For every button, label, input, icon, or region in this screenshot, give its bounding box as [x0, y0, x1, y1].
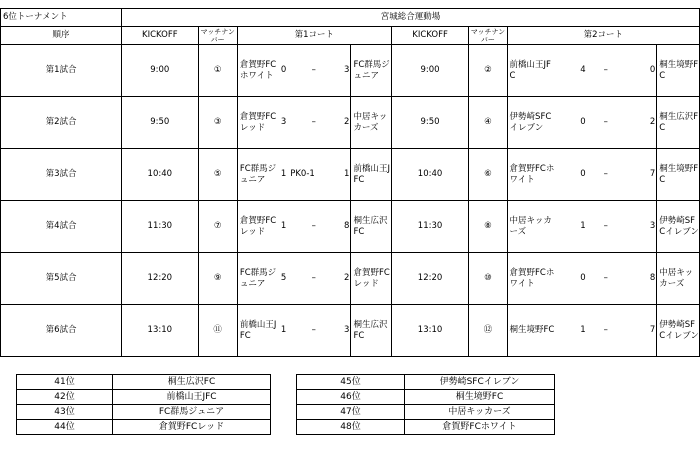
match-row: [1, 149, 700, 201]
match-row: [1, 305, 700, 357]
ranking-row: [297, 405, 555, 420]
rank-label: 41位: [17, 375, 113, 390]
home-score: 1: [555, 305, 587, 357]
match-no-header-2: マッチナンバー: [470, 27, 506, 44]
match-number: ⑫: [469, 305, 507, 357]
match-label: 第2試合: [1, 97, 122, 149]
rank-label: 44位: [17, 420, 113, 435]
rank-team: 倉賀野FCホワイト: [405, 420, 555, 435]
match-number: ⑩: [469, 253, 507, 305]
home-score: 1: [277, 149, 288, 201]
rank-label: 42位: [17, 390, 113, 405]
kickoff-time: 11:30: [391, 201, 469, 253]
home-team: 前橋山王JFC: [507, 45, 555, 97]
court2-header: 第2コート: [507, 27, 699, 45]
rank-team: 桐生境野FC: [405, 390, 555, 405]
kickoff-header-1: KICKOFF: [122, 27, 198, 45]
kickoff-time: 9:50: [122, 97, 198, 149]
rank-label: 45位: [297, 375, 405, 390]
away-score: 3: [340, 305, 351, 357]
away-team: 桐生広沢FC: [351, 201, 391, 253]
match-row: [1, 97, 700, 149]
kickoff-time: 9:50: [391, 97, 469, 149]
rank-team: 伊勢崎SFCイレブン: [405, 375, 555, 390]
kickoff-time: 10:40: [391, 149, 469, 201]
match-number: ⑧: [469, 201, 507, 253]
home-team: FC群馬ジュニア: [237, 149, 276, 201]
home-team: 前橋山王JFC: [237, 305, 276, 357]
ranking-row: [297, 390, 555, 405]
home-team: 中居キッカーズ: [507, 201, 555, 253]
match-number: ⑪: [198, 305, 237, 357]
away-score: 7: [625, 305, 657, 357]
match-number: ⑤: [198, 149, 237, 201]
match-number: ②: [469, 45, 507, 97]
match-number: ③: [198, 97, 237, 149]
match-no-header-1: マッチナンバー: [198, 27, 237, 45]
score-separator: –: [587, 201, 625, 253]
match-number: ⑥: [469, 149, 507, 201]
rank-team: 前橋山王JFC: [113, 390, 271, 405]
rank-label: 43位: [17, 405, 113, 420]
kickoff-time: 11:30: [122, 201, 198, 253]
kickoff-time: 9:00: [391, 45, 469, 97]
kickoff-time: 13:10: [122, 305, 198, 357]
court1-header: 第1コート: [237, 27, 391, 45]
home-team: 倉賀野FCレッド: [237, 201, 276, 253]
home-team: FC群馬ジュニア: [237, 253, 276, 305]
home-score: 0: [555, 253, 587, 305]
match-number: ①: [198, 45, 237, 97]
score-separator: –: [587, 45, 625, 97]
away-team: 桐生広沢FC: [657, 97, 700, 149]
kickoff-time: 12:20: [391, 253, 469, 305]
away-team: 桐生広沢FC: [351, 305, 391, 357]
rank-label: 47位: [297, 405, 405, 420]
away-team: 中居キッカーズ: [657, 253, 700, 305]
score-separator: –: [287, 45, 340, 97]
match-number: ④: [469, 97, 507, 149]
away-team: 伊勢崎SFCイレブン: [657, 201, 700, 253]
away-score: 7: [625, 149, 657, 201]
rank-team: 桐生広沢FC: [113, 375, 271, 390]
title-row: [1, 9, 700, 27]
away-team: 倉賀野FCレッド: [351, 253, 391, 305]
score-separator: –: [587, 305, 625, 357]
ranking-row: [17, 375, 271, 390]
away-score: 3: [625, 201, 657, 253]
rankings-right: [296, 374, 555, 435]
away-score: 8: [340, 201, 351, 253]
rankings-left: [16, 374, 271, 435]
match-label: 第3試合: [1, 149, 122, 201]
match-label: 第1試合: [1, 45, 122, 97]
away-score: 2: [340, 253, 351, 305]
match-number: ⑦: [198, 201, 237, 253]
schedule-table: [0, 8, 700, 357]
away-team: 桐生境野FC: [657, 149, 700, 201]
score-separator: –: [287, 97, 340, 149]
score-separator: –: [287, 305, 340, 357]
ranking-row: [17, 405, 271, 420]
score-separator: PK0-1: [287, 149, 340, 201]
kickoff-time: 12:20: [122, 253, 198, 305]
score-separator: –: [287, 201, 340, 253]
home-team: 伊勢崎SFCイレブン: [507, 97, 555, 149]
rank-label: 46位: [297, 390, 405, 405]
tournament-title: 6位トーナメント: [1, 9, 122, 27]
home-team: 倉賀野FCホワイト: [507, 253, 555, 305]
header-row: [1, 27, 700, 45]
home-score: 3: [277, 97, 288, 149]
rank-team: 倉賀野FCレッド: [113, 420, 271, 435]
order-header: 順序: [1, 27, 122, 45]
match-label: 第5試合: [1, 253, 122, 305]
score-separator: –: [587, 253, 625, 305]
away-team: FC群馬ジュニア: [351, 45, 391, 97]
rank-team: FC群馬ジュニア: [113, 405, 271, 420]
kickoff-time: 13:10: [391, 305, 469, 357]
match-label: 第4試合: [1, 201, 122, 253]
home-team: 倉賀野FCホワイト: [237, 45, 276, 97]
score-separator: –: [587, 149, 625, 201]
rank-label: 48位: [297, 420, 405, 435]
away-score: 8: [625, 253, 657, 305]
rank-team: 中居キッカーズ: [405, 405, 555, 420]
ranking-row: [297, 420, 555, 435]
match-row: [1, 201, 700, 253]
away-team: 伊勢崎SFCイレブン: [657, 305, 700, 357]
home-score: 0: [555, 97, 587, 149]
home-team: 倉賀野FCホワイト: [507, 149, 555, 201]
away-team: 中居キッカーズ: [351, 97, 391, 149]
ranking-row: [17, 390, 271, 405]
away-score: 3: [340, 45, 351, 97]
away-score: 2: [625, 97, 657, 149]
ranking-row: [17, 420, 271, 435]
score-separator: –: [587, 97, 625, 149]
away-score: 0: [625, 45, 657, 97]
match-label: 第6試合: [1, 305, 122, 357]
kickoff-header-2: KICKOFF: [391, 27, 469, 45]
home-score: 5: [277, 253, 288, 305]
home-score: 1: [555, 201, 587, 253]
kickoff-time: 9:00: [122, 45, 198, 97]
home-score: 4: [555, 45, 587, 97]
match-row: [1, 253, 700, 305]
away-team: 前橋山王JFC: [351, 149, 391, 201]
away-team: 桐生境野FC: [657, 45, 700, 97]
venue-name: 宮城総合運動場: [122, 9, 700, 27]
home-score: 1: [277, 201, 288, 253]
home-team: 倉賀野FCレッド: [237, 97, 276, 149]
away-score: 2: [340, 97, 351, 149]
home-team: 桐生境野FC: [507, 305, 555, 357]
away-score: 1: [340, 149, 351, 201]
kickoff-time: 10:40: [122, 149, 198, 201]
match-row: [1, 45, 700, 97]
score-separator: –: [287, 253, 340, 305]
home-score: 0: [277, 45, 288, 97]
home-score: 1: [277, 305, 288, 357]
match-number: ⑨: [198, 253, 237, 305]
ranking-row: [297, 375, 555, 390]
home-score: 0: [555, 149, 587, 201]
